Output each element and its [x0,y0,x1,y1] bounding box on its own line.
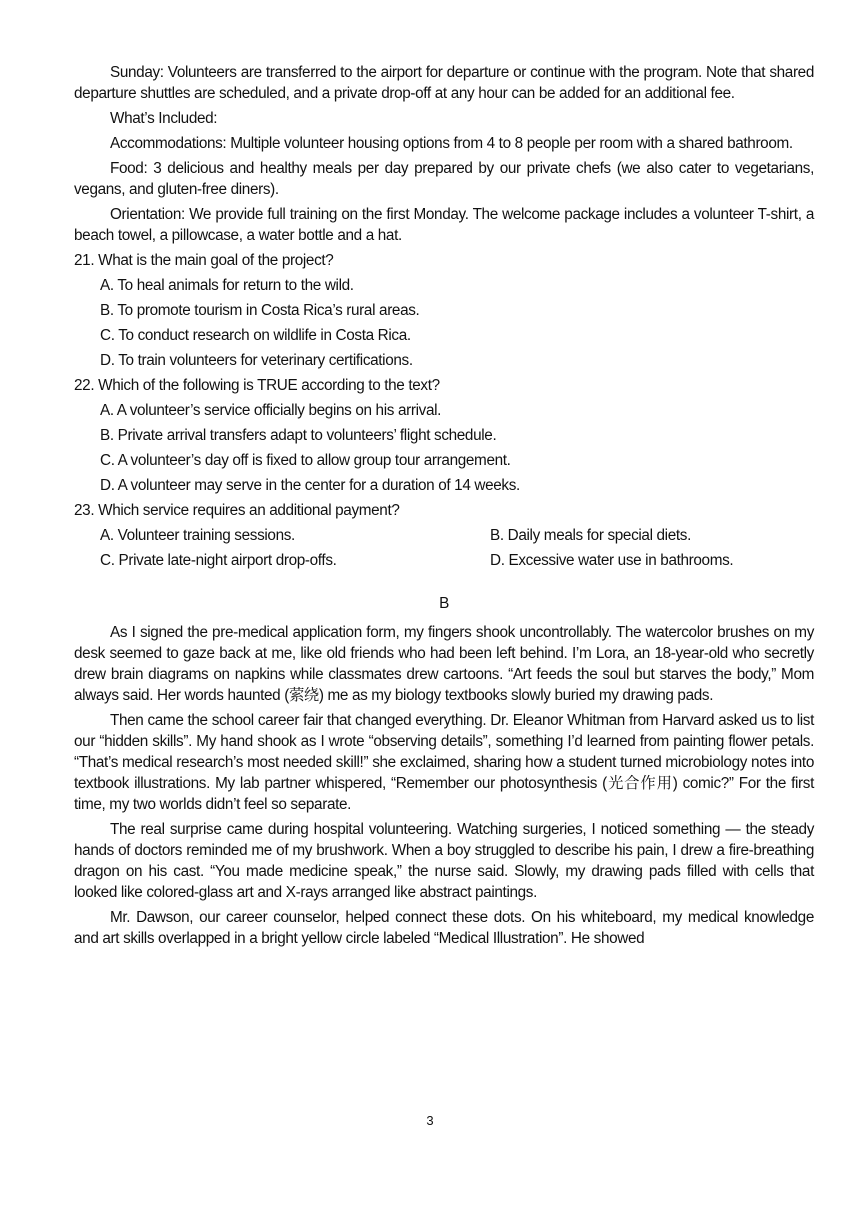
option-a: A. To heal animals for return to the wild. [100,277,354,294]
question-stem: 21. What is the main goal of the project? [74,252,334,269]
option-d: D. A volunteer may serve in the center for a duration of 14 weeks. [100,477,520,494]
orientation-paragraph: Orientation: We provide full training on the first Monday. The welcome package includes a volunteer T-shirt, a beach towel, a pillowcase, a water bottle and a hat. [74,206,814,244]
question-23 [74,500,814,571]
option-a: A. Volunteer training sessions. [100,527,295,544]
option-c: C. To conduct research on wildlife in Costa Rica. [100,327,411,344]
section-b-paragraph-2: Then came the school career fair that changed everything. Dr. Eleanor Whitman from Harvard asked us to list our “hidden skills”. My hand shook as I wrote “observing details”, something I’d learned from painting flower petals. “That’s medical research’s most needed skill!” she exclaimed, sharing how a student turned microbiology notes into textbook illustrations. My lab partner whispered, “Remember our photosynthesis (光合作用) comic?” For the first time, my two worlds didn’t feel so separate. [74,712,814,813]
section-b-paragraph-3: The real surprise came during hospital volunteering. Watching surgeries, I noticed something — the steady hands of doctors reminded me of my brushwork. When a boy struggled to describe his pain, I drew a fire-breathing dragon on his cast. “You made medicine speak,” the nurse said. Slowly, my drawing pads filled with cells that looked like colored-glass art and X-rays arranged like abstract paintings. [74,821,814,901]
accommodations-paragraph: Accommodations: Multiple volunteer housing options from 4 to 8 people per room with a shared bathroom. [110,135,793,152]
question-21 [74,250,814,371]
option-a: A. A volunteer’s service officially begins on his arrival. [100,402,442,419]
option-d: D. To train volunteers for veterinary certifications. [100,352,413,369]
option-c: C. Private late-night airport drop-offs. [100,552,337,569]
option-row [100,525,814,546]
option-b: B. To promote tourism in Costa Rica’s rural areas. [100,302,420,319]
question-stem: 22. Which of the following is TRUE according to the text? [74,377,440,394]
section-b-label: B [439,595,449,612]
included-heading: What’s Included: [110,110,218,127]
section-b-paragraph-4: Mr. Dawson, our career counselor, helped connect these dots. On his whiteboard, my medical knowledge and art skills overlapped in a bright yellow circle labeled “Medical Illustration”. He showed [74,909,814,947]
option-d: D. Excessive water use in bathrooms. [490,552,734,569]
section-b-paragraph-1: As I signed the pre-medical application form, my fingers shook uncontrollably. The watercolor brushes on my desk seemed to gaze back at me, like old friends who had been left behind. I’m Lora, an 18-year-old who secretly drew brain diagrams on napkins while classmates drew cartoons. “Art feeds the soul but starves the body,” Mom always said. Her words haunted (萦绕) me as my biology textbooks slowly buried my drawing pads. [74,624,814,704]
option-b: B. Private arrival transfers adapt to volunteers’ flight schedule. [100,427,497,444]
food-paragraph: Food: 3 delicious and healthy meals per day prepared by our private chefs (we also cater to vegetarians, vegans, and gluten-free diners). [74,160,814,198]
option-row [100,550,814,571]
option-b: B. Daily meals for special diets. [490,527,691,544]
question-stem: 23. Which service requires an additional payment? [74,502,400,519]
option-c: C. A volunteer’s day off is fixed to allow group tour arrangement. [100,452,511,469]
question-22 [74,375,814,496]
sunday-paragraph: Sunday: Volunteers are transferred to the airport for departure or continue with the program. Note that shared departure shuttles are scheduled, and a private drop-off at any hour can be added for an additional fee. [74,64,814,102]
document-page [74,62,814,953]
page-number: 3 [426,1113,434,1128]
